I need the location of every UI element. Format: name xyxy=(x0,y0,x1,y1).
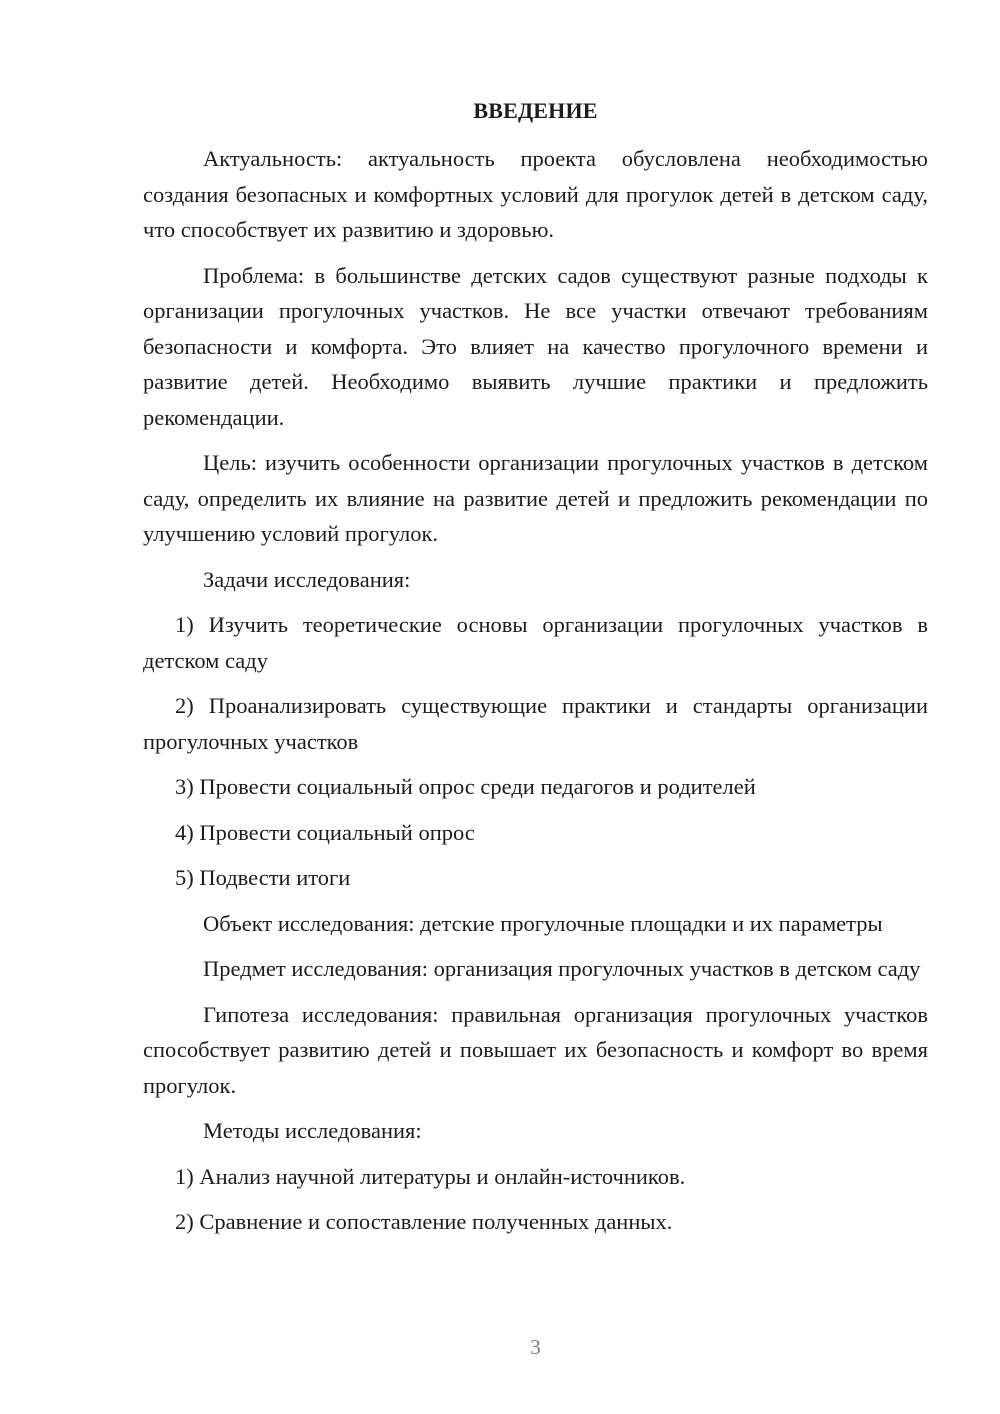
method-item: 2) Сравнение и сопоставление полученных данных. xyxy=(175,1209,673,1234)
section-heading: ВВЕДЕНИЕ xyxy=(473,98,598,123)
task-item: 3) Провести социальный опрос среди педагогов и родителей xyxy=(175,774,756,799)
method-item: 1) Анализ научной литературы и онлайн-источников. xyxy=(175,1163,686,1189)
task-item: 2) Проанализировать существующие практики и стандарты организации прогулочных участков xyxy=(143,693,928,754)
task-item: 5) Подвести итоги xyxy=(175,865,351,890)
page-number: 3 xyxy=(530,1335,541,1359)
task-item: 1) Изучить теоретические основы организации прогулочных участков в детском саду xyxy=(143,612,928,673)
paragraph-goal: Цель: изучить особенности организации прогулочных участков в детском саду, определить их влияние на развитие детей и предложить рекомендации по улучшению условий прогулок. xyxy=(143,450,928,546)
task-item: 4) Провести социальный опрос xyxy=(175,819,475,845)
paragraph-hypothesis: Гипотеза исследования: правильная организация прогулочных участков способствует развитию детей и повышает их безопасность и комфорт во время прогулок. xyxy=(143,1001,928,1098)
paragraph-relevance: Актуальность: актуальность проекта обусловлена необходимостью создания безопасных и комфортных условий для прогулок детей в детском саду, что способствует их развитию и здоровью. xyxy=(143,146,928,242)
tasks-title: Задачи исследования: xyxy=(203,566,411,592)
methods-title: Методы исследования: xyxy=(203,1118,422,1143)
paragraph-object: Объект исследования: детские прогулочные площадки и их параметры xyxy=(203,910,883,936)
paragraph-problem: Проблема: в большинстве детских садов существуют разные подходы к организации прогулочных участков. Не все участки отвечают требованиям безопасности и комфорта. Это влияет на качество прогулочного времени и развитие детей. Необходимо выявить лучшие практики и предложить рекомендации. xyxy=(143,262,928,430)
paragraph-subject: Предмет исследования: организация прогулочных участков в детском саду xyxy=(203,956,921,981)
document-page xyxy=(143,0,928,1414)
document-body xyxy=(143,141,928,1250)
